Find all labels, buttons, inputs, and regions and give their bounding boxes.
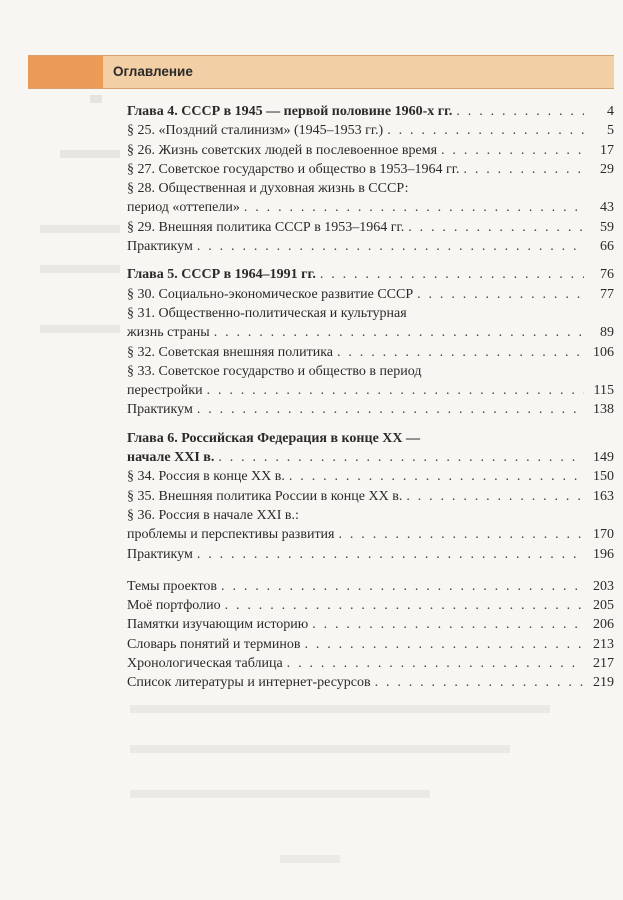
bleed-through-text [90,95,102,103]
toc-entry[interactable] [127,343,614,362]
toc-entry-title: Памятки изучающим историю [127,617,309,633]
leader-dots [463,160,584,179]
toc-entry-title: Моё портфолио [127,598,221,614]
toc-page-number: 206 [593,617,614,633]
toc-page-number: 66 [600,239,614,255]
toc-entry-title: § 34. Россия в конце XX в. [127,469,285,485]
leader-dots [214,323,584,342]
leader-dots [375,673,584,692]
toc-page-number: 106 [593,344,614,360]
toc-entry[interactable] [127,577,614,596]
leader-dots [456,102,584,121]
toc-entry-title: Глава 5. СССР в 1964–1991 гг. [127,267,316,283]
toc-entry-title: § 30. Социально-экономическое развитие СССР [127,286,414,302]
leader-dots [441,141,584,160]
toc-entry-title: Хронологическая таблица [127,656,283,672]
toc-page-number: 77 [600,286,614,302]
toc-entry-title: § 32. Советская внешняя политика [127,344,333,360]
toc-entry-title: Практикум [127,402,193,418]
toc-page-number: 213 [593,636,614,652]
toc-page-number: 43 [600,200,614,216]
toc-entry[interactable] [127,179,614,218]
leader-dots [197,545,584,564]
toc-entry-title: § 29. Внешняя политика СССР в 1953–1964 гг. [127,219,405,235]
toc-entry-title: Список литературы и интернет-ресурсов [127,675,371,691]
bleed-through-text [130,705,550,713]
leader-dots [218,448,584,467]
toc-entry[interactable] [127,615,614,634]
toc-entry[interactable] [127,545,614,564]
leader-dots [304,635,584,654]
toc-page-number: 17 [600,142,614,158]
toc-page-number: 59 [600,219,614,235]
toc-page-number: 138 [593,402,614,418]
toc-entry-title: § 33. Советское государство и общество в период [127,363,422,379]
toc-entry-title: § 26. Жизнь советских людей в послевоенное время [127,142,438,158]
toc-page-number: 205 [593,598,614,614]
toc-entry-title: Практикум [127,239,193,255]
toc-entry[interactable] [127,673,614,692]
toc-chapter[interactable] [127,265,614,284]
leader-dots [289,467,584,486]
toc-page-number: 149 [593,450,614,466]
leader-dots [339,525,585,544]
toc-entry[interactable] [127,160,614,179]
toc-page-number: 217 [593,656,614,672]
leader-dots [221,577,584,596]
leader-dots [225,596,584,615]
bleed-through-text [40,265,120,273]
toc-entry-title: перестройки [127,383,203,399]
toc-entry-title: Словарь понятий и терминов [127,636,301,652]
toc-entry-title: § 27. Советское государство и общество в 1953–1964 гг. [127,161,460,177]
bleed-through-text [40,325,120,333]
leader-dots [312,615,584,634]
toc-entry[interactable] [127,467,614,486]
bleed-through-text [280,855,340,863]
toc-entry[interactable] [127,285,614,304]
leader-dots [320,265,584,284]
toc-entry[interactable] [127,596,614,615]
toc-page-number: 219 [593,675,614,691]
toc-entry-title: Глава 4. СССР в 1945 — первой половине 1960-х гг. [127,104,453,119]
toc-entry-title: § 28. Общественная и духовная жизнь в СССР: [127,181,409,197]
toc-entry-title: Темы проектов [127,578,218,594]
toc-chapter[interactable] [127,102,614,121]
toc-entry[interactable] [127,141,614,160]
toc-entry[interactable] [127,218,614,237]
toc-page-number: 163 [593,488,614,504]
toc-page-number: 115 [593,383,614,399]
leader-dots [387,121,584,140]
toc-entry-title: § 36. Россия в начале XXI в.: [127,507,299,523]
contents-title: Оглавление [113,64,193,79]
leader-dots [417,285,584,304]
table-of-contents [127,102,614,693]
toc-page-number: 29 [600,161,614,177]
header-accent-block [28,56,103,88]
bleed-through-text [40,225,120,233]
bleed-through-text [60,150,120,158]
toc-page-number: 89 [600,325,614,341]
toc-chapter[interactable] [127,429,614,468]
toc-page-number: 4 [607,104,614,119]
leader-dots [197,237,584,256]
contents-header [28,55,614,89]
toc-entry-title: проблемы и перспективы развития [127,527,335,543]
toc-entry[interactable] [127,506,614,545]
toc-entry-title: § 31. Общественно-политическая и культурная [127,305,407,321]
toc-entry-title: Практикум [127,546,193,562]
toc-entry-title: жизнь страны [127,325,210,341]
toc-entry[interactable] [127,400,614,419]
toc-entry[interactable] [127,304,614,343]
leader-dots [287,654,584,673]
bleed-through-text [130,790,430,798]
leader-dots [406,487,584,506]
toc-page-number: 76 [600,267,614,283]
toc-entry[interactable] [127,654,614,673]
leader-dots [197,400,584,419]
toc-page-number: 150 [593,469,614,485]
toc-entry[interactable] [127,237,614,256]
toc-entry[interactable] [127,121,614,140]
toc-entry[interactable] [127,487,614,506]
toc-entry-title: § 25. «Поздний сталинизм» (1945–1953 гг.) [127,123,384,139]
toc-page-number: 196 [593,546,614,562]
leader-dots [244,198,584,217]
toc-entry[interactable] [127,635,614,654]
leader-dots [408,218,584,237]
leader-dots [207,381,584,400]
toc-entry-title: § 35. Внешняя политика России в конце XX в. [127,488,403,504]
toc-entry-title: начале XXI в. [127,450,215,466]
toc-page-number: 5 [607,123,614,139]
leader-dots [337,343,584,362]
toc-page-number: 203 [593,578,614,594]
toc-page-number: 170 [593,527,614,543]
toc-entry[interactable] [127,362,614,401]
toc-entry-title: период «оттепели» [127,200,240,216]
bleed-through-text [130,745,510,753]
toc-entry-title: Глава 6. Российская Федерация в конце XX — [127,430,421,446]
